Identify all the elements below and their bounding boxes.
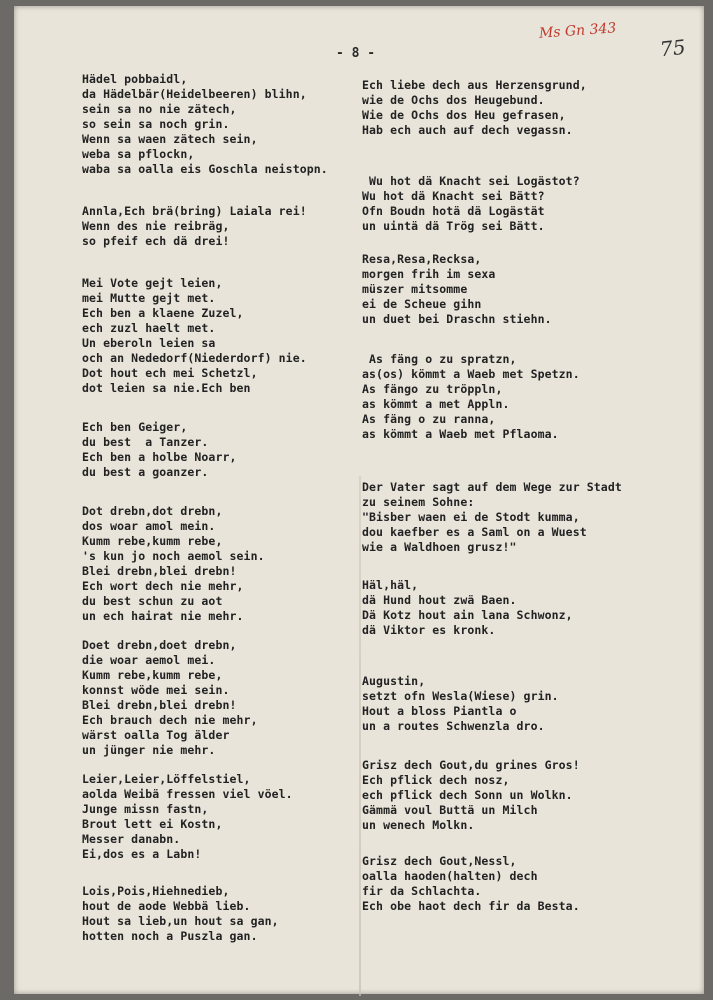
verse-line: Messer danabn. (82, 832, 181, 846)
verse-line: un ech hairat nie mehr. (82, 609, 244, 623)
verse-line: hout de aode Webbä lieb. (82, 899, 251, 913)
verse-line: du best a goanzer. (82, 465, 209, 479)
verse-line: Lois,Pois,Hiehnedieb, (82, 884, 230, 898)
verse-line: die woar aemol mei. (82, 653, 216, 667)
verse-line: Ech brauch dech nie mehr, (82, 713, 258, 727)
verse-block (362, 578, 573, 638)
verse-line: Ech liebe dech aus Herzensgrund, (362, 78, 587, 92)
verse-line: Kumm rebe,kumm rebe, (82, 668, 223, 682)
verse-line: Un eberoln leien sa (82, 336, 216, 350)
verse-line: ech pflick dech Sonn un Wolkn. (362, 788, 573, 802)
verse-line: Resa,Resa,Recksa, (362, 252, 482, 266)
verse-line: sein sa no nie zätech, (82, 102, 237, 116)
verse-line: Brout lett ei Kostn, (82, 817, 223, 831)
verse-line: wärst oalla Tog älder (82, 728, 230, 742)
verse-line: Ech pflick dech nosz, (362, 773, 510, 787)
verse-line: un uintä dä Trög sei Bätt. (362, 219, 545, 233)
verse-line: Ech obe haot dech fir da Besta. (362, 899, 580, 913)
verse-line: Ech ben Geiger, (82, 420, 188, 434)
verse-line: Blei drebn,blei drebn! (82, 698, 237, 712)
verse-line: Dot drebn,dot drebn, (82, 504, 223, 518)
verse-line: Doet drebn,doet drebn, (82, 638, 237, 652)
verse-line: so sein sa noch grin. (82, 117, 230, 131)
verse-line: Hab ech auch auf dech vegassn. (362, 123, 573, 137)
verse-line: Kumm rebe,kumm rebe, (82, 534, 223, 548)
verse-block (362, 78, 587, 138)
verse-line: mei Mutte gejt met. (82, 291, 216, 305)
verse-block (362, 758, 580, 833)
verse-line: dos woar amol mein. (82, 519, 216, 533)
folio-number: 75 (658, 34, 687, 62)
verse-block (362, 174, 580, 234)
verse-line: Augustin, (362, 674, 426, 688)
verse-line: as(os) kömmt a Waeb met Spetzn. (362, 367, 580, 381)
verse-line: as kömmt a Waeb met Pflaoma. (362, 427, 559, 441)
verse-line: Gämmä voul Buttä un Milch (362, 803, 538, 817)
verse-line: fir da Schlachta. (362, 884, 482, 898)
verse-line: un jünger nie mehr. (82, 743, 216, 757)
verse-line: ei de Scheue gihn (362, 297, 482, 311)
verse-line: un a routes Schwenzla dro. (362, 719, 545, 733)
verse-line: waba sa oalla eis Goschla neistopn. (82, 162, 328, 176)
paper-crease (359, 476, 361, 996)
verse-line: as kömmt a met Appln. (362, 397, 510, 411)
verse-line: setzt ofn Wesla(Wiese) grin. (362, 689, 559, 703)
verse-line: Hädel pobbaidl, (82, 72, 188, 86)
verse-line: du best schun zu aot (82, 594, 223, 608)
verse-line: dou kaefber es a Saml on a Wuest (362, 525, 587, 539)
verse-line: Häl,häl, (362, 578, 419, 592)
verse-block (362, 674, 559, 734)
verse-line: konnst wöde mei sein. (82, 683, 230, 697)
verse-line: Wie de Ochs dos Heu gefrasen, (362, 108, 566, 122)
verse-line: morgen frih im sexa (362, 267, 496, 281)
verse-line: so pfeif ech dä drei! (82, 234, 230, 248)
verse-line: ech zuzl haelt met. (82, 321, 216, 335)
verse-line: Wu hot dä Knacht sei Bätt? (362, 189, 545, 203)
verse-line: Ech ben a klaene Zuzel, (82, 306, 244, 320)
verse-line: Ech wort dech nie mehr, (82, 579, 244, 593)
verse-line: müszer mitsomme (362, 282, 468, 296)
verse-line: Grisz dech Gout,Nessl, (362, 854, 517, 868)
verse-block (82, 772, 293, 862)
verse-block (82, 276, 307, 396)
verse-block (362, 480, 622, 555)
verse-block (82, 638, 258, 758)
verse-line: Ofn Boudn hotä dä Logästät (362, 204, 545, 218)
verse-line: Dä Kotz hout ain lana Schwonz, (362, 608, 573, 622)
verse-line: da Hädelbär(Heidelbeeren) blihn, (82, 87, 307, 101)
verse-line: dä Hund hout zwä Baen. (362, 593, 517, 607)
verse-line: Der Vater sagt auf dem Wege zur Stadt (362, 480, 622, 494)
verse-line: Ei,dos es a Labn! (82, 847, 202, 861)
verse-line: Hout a bloss Piantla o (362, 704, 517, 718)
verse-line: wie de Ochs dos Heugebund. (362, 93, 545, 107)
verse-line: Mei Vote gejt leien, (82, 276, 223, 290)
verse-line: 's kun jo noch aemol sein. (82, 549, 265, 563)
verse-line: Leier,Leier,Löffelstiel, (82, 772, 251, 786)
document-page (14, 6, 704, 994)
verse-block (362, 252, 552, 327)
verse-line: Blei drebn,blei drebn! (82, 564, 237, 578)
verse-block (362, 352, 580, 442)
verse-line: Wu hot dä Knacht sei Logästot? (362, 174, 580, 188)
verse-line: Wenn sa waen zätech sein, (82, 132, 258, 146)
verse-line: As fäng o zu spratzn, (362, 352, 517, 366)
verse-line: As fäng o zu ranna, (362, 412, 496, 426)
verse-line: Dot hout ech mei Schetzl, (82, 366, 258, 380)
verse-line: un wenech Molkn. (362, 818, 475, 832)
page-number: - 8 - (336, 46, 376, 61)
verse-line: zu seinem Sohne: (362, 495, 475, 509)
verse-line: Annla,Ech brä(bring) Laiala rei! (82, 204, 307, 218)
verse-line: och an Nededorf(Niederdorf) nie. (82, 351, 307, 365)
verse-line: aolda Weibä fressen viel vöel. (82, 787, 293, 801)
verse-block (82, 420, 237, 480)
verse-line: dä Viktor es kronk. (362, 623, 496, 637)
verse-block (82, 884, 279, 944)
verse-block (82, 204, 307, 249)
verse-line: oalla haoden(halten) dech (362, 869, 538, 883)
verse-line: As fängo zu tröppln, (362, 382, 503, 396)
verse-line: du best a Tanzer. (82, 435, 209, 449)
handwritten-reference: Ms Gn 343 (538, 20, 617, 42)
verse-block (82, 72, 328, 177)
verse-line: "Bisber waen ei de Stodt kumma, (362, 510, 580, 524)
verse-line: Ech ben a holbe Noarr, (82, 450, 237, 464)
verse-block (362, 854, 580, 914)
verse-line: un duet bei Draschn stiehn. (362, 312, 552, 326)
verse-line: dot leien sa nie.Ech ben (82, 381, 251, 395)
verse-line: wie a Waldhoen grusz!" (362, 540, 517, 554)
verse-line: Hout sa lieb,un hout sa gan, (82, 914, 279, 928)
verse-line: hotten noch a Puszla gan. (82, 929, 258, 943)
verse-line: Junge missn fastn, (82, 802, 209, 816)
verse-line: Wenn des nie reibräg, (82, 219, 230, 233)
verse-line: weba sa pflockn, (82, 147, 195, 161)
verse-line: Grisz dech Gout,du grines Gros! (362, 758, 580, 772)
verse-block (82, 504, 265, 624)
